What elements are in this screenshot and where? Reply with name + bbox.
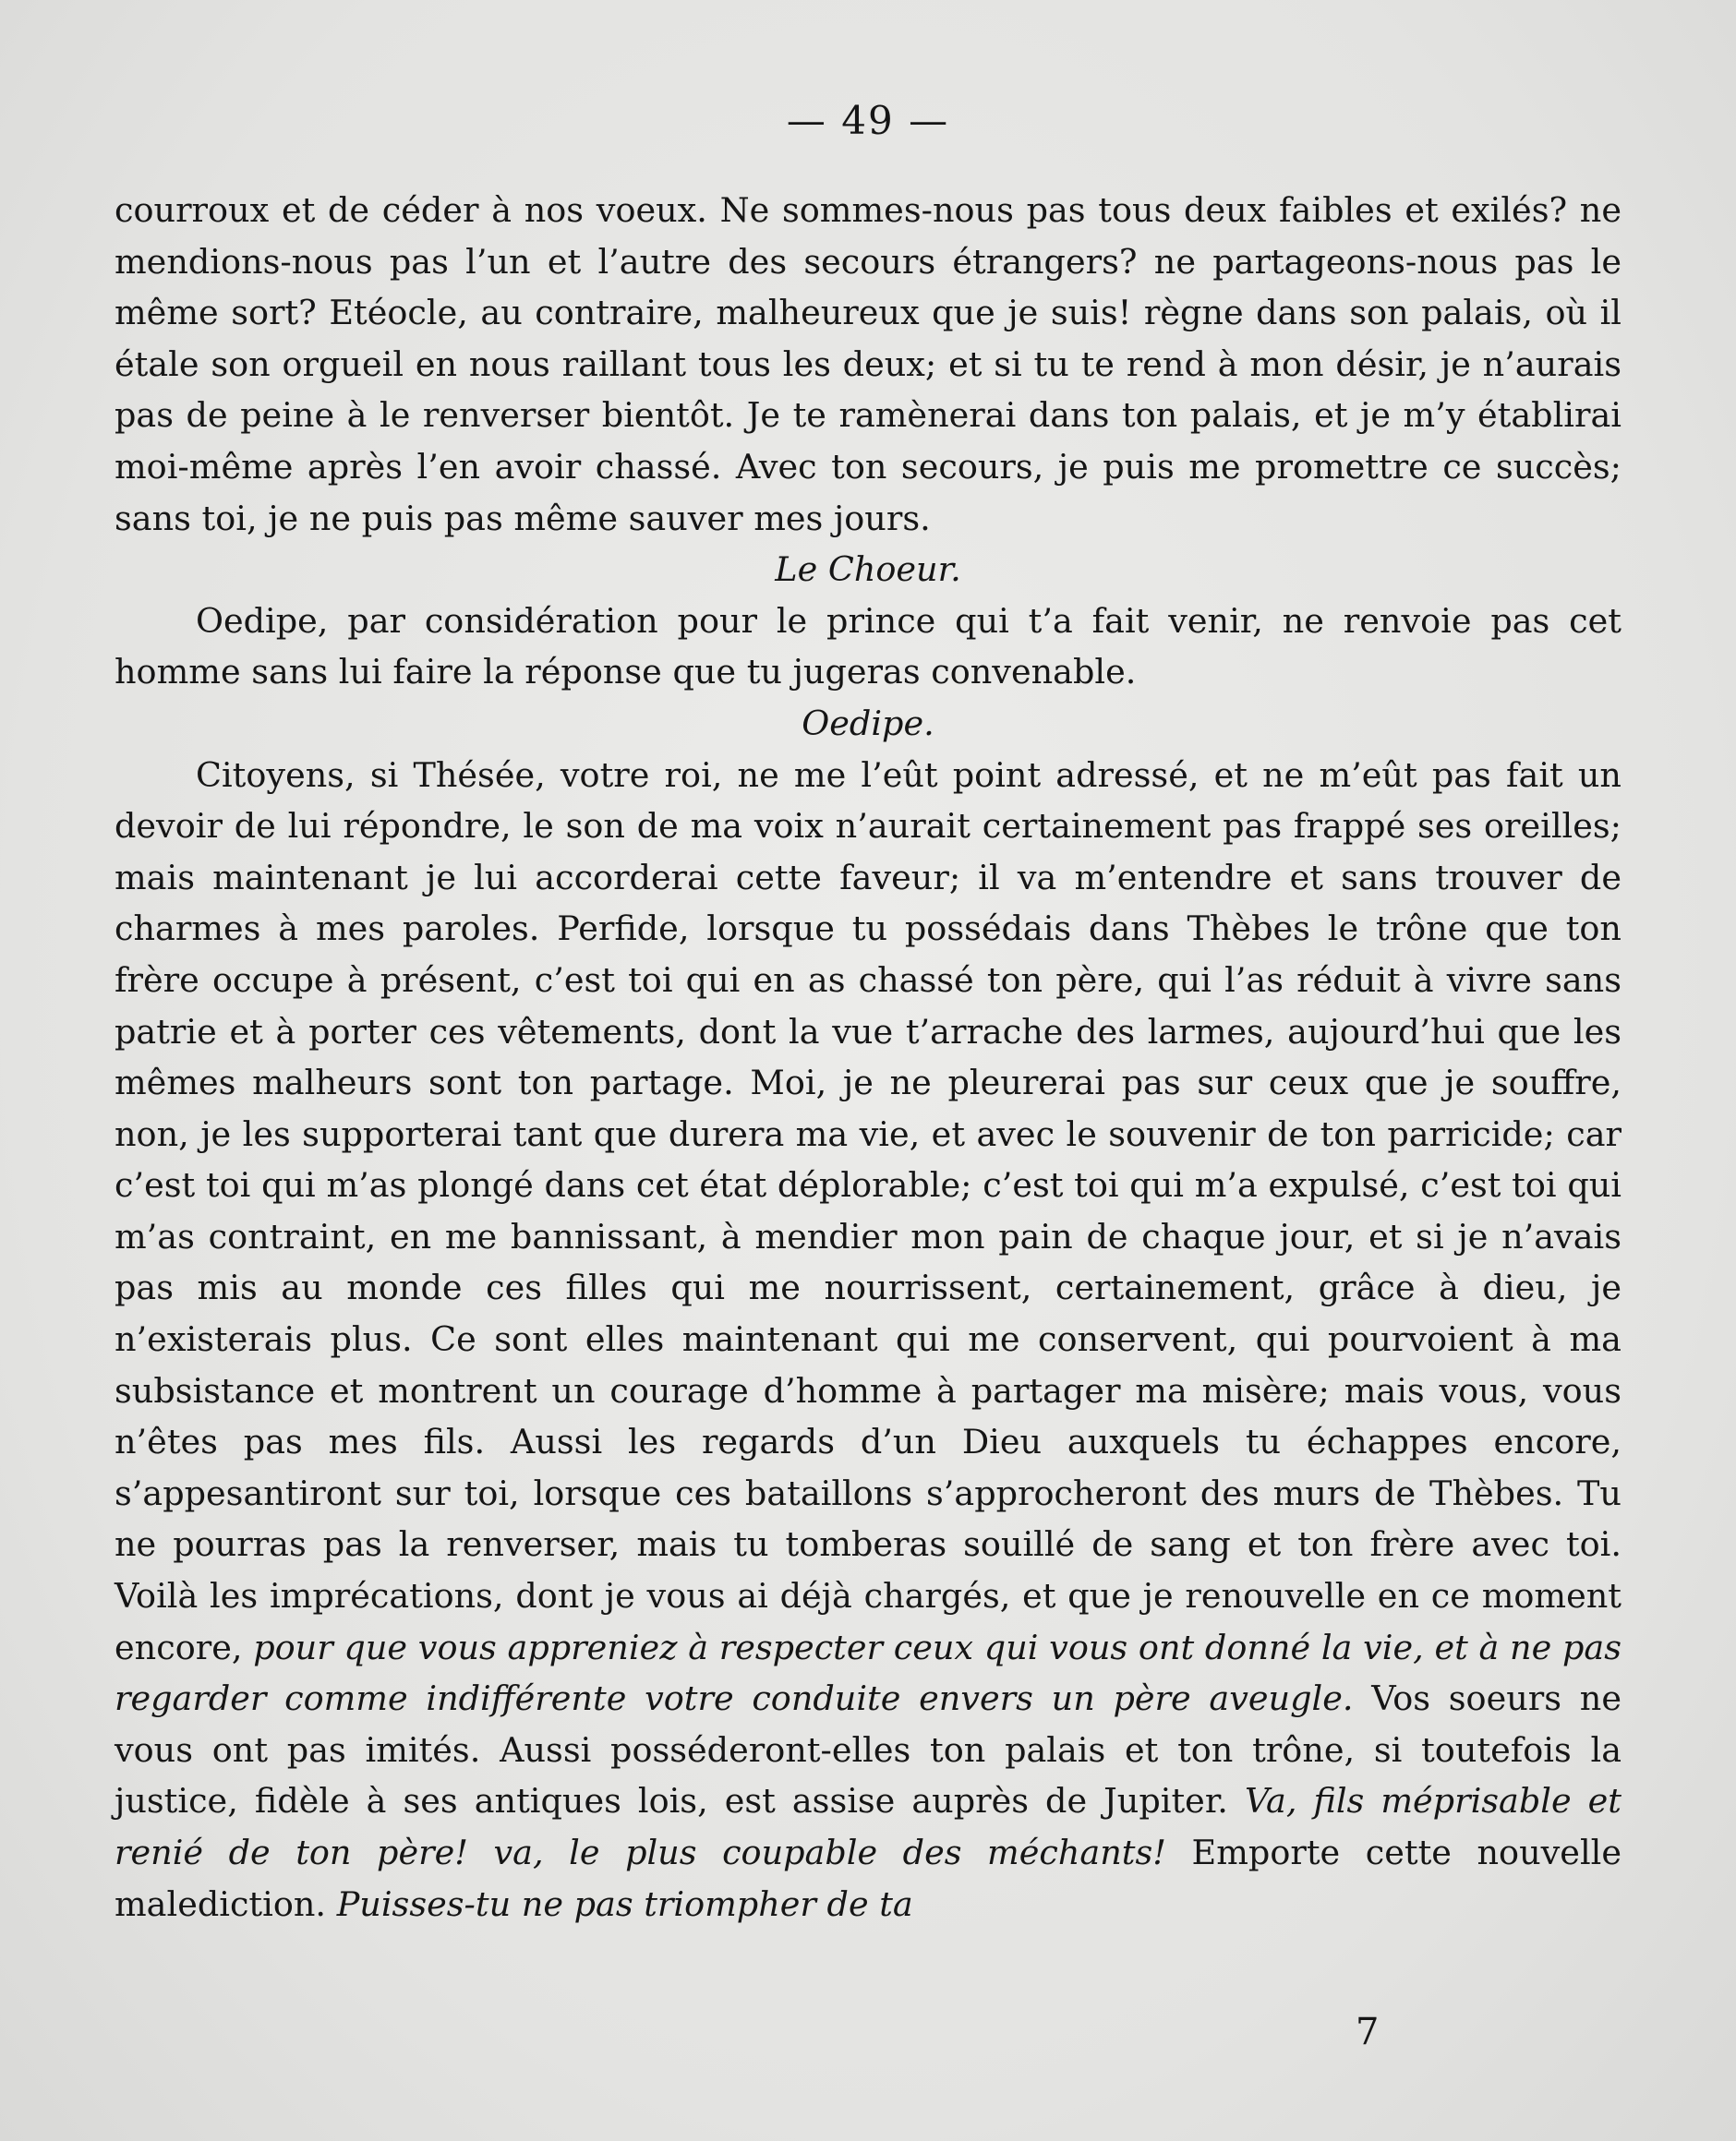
oedipe-text-f-italic: Puisses-tu ne pas triompher de ta (336, 1883, 913, 1924)
oedipe-text-d-italic: Va, fils méprisable et renié de ton père! va, le plus coupable des méchants! (115, 1781, 1621, 1872)
signature-mark: 7 (1356, 2011, 1380, 2053)
oedipe-text-c: Vos soeurs ne vous ont pas imités. Aussi posséderont-elles ton palais et ton trône, si toutefois la justice, fidèle à ses antiques lois, est assise auprès de Jupiter. (115, 1678, 1621, 1822)
body-text (115, 185, 1621, 1930)
paragraph-choeur: Oedipe, par considération pour le prince qui t’a fait venir, ne renvoie pas cet homme sans lui faire la réponse que tu jugeras convenable. (115, 600, 1621, 692)
oedipe-text-e: Emporte cette nouvelle malediction. (115, 1833, 1621, 1924)
page-number: — 49 — (786, 98, 950, 143)
paragraph-continuation: courroux et de céder à nos voeux. Ne sommes-nous pas tous deux faibles et exilés? ne mendions-nous pas l’un et l’autre des secours étrangers? ne partageons-nous pas le même sort? Etéocle, au contraire, malheureux que je suis! règne dans son palais, où il étale son orgueil en nous raillant tous les deux; et si tu te rend à mon désir, je n’aurais pas de peine à le renverser bientôt. Je te ramènerai dans ton palais, et je m’y établirai moi-même après l’en avoir chassé. Avec ton secours, je puis me promettre ce succès; sans toi, je ne puis pas même sauver mes jours. (115, 190, 1621, 538)
speaker-heading-choeur: Le Choeur. (775, 549, 961, 590)
oedipe-text-a: Citoyens, si Thésée, votre roi, ne me l’eût point adressé, et ne m’eût pas fait un devoir de lui répondre, le son de ma voix n’aurait certainement pas frappé ses oreilles; mais maintenant je lui accorderai cette faveur; il va m’entendre et sans trouver de charmes à mes paroles. Perfide, lorsque tu possédais dans Thèbes le trône que ton frère occupe à présent, c’est toi qui en as chassé ton père, qui l’as réduit à vivre sans patrie et à porter ces vêtements, dont la vue t’arrache des larmes, aujourd’hui que les mêmes malheurs sont ton partage. Moi, je ne pleurerai pas sur ceux que je souffre, non, je les supporterai tant que durera ma vie, et avec le souvenir de ton parricide; car c’est toi qui m’as plongé dans cet état déplorable; c’est toi qui m’a expulsé, c’est toi qui m’as contraint, en me bannissant, à mendier mon pain de chaque jour, et si je n’avais pas mis au monde ces filles qui me nourrissent, certainement, grâce à dieu, je n’existerais plus. Ce sont elles maintenant qui me conservent, qui pourvoient à ma subsistance et montrent un courage d’homme à partager ma misère; mais vous, vous n’êtes pas mes fils. Aussi les regards d’un Dieu auxquels tu échappes encore, s’appesantiront sur toi, lorsque ces bataillons s’approcheront des murs de Thèbes. Tu ne pourras pas la renverser, mais tu tomberas souillé de sang et ton frère avec toi. Voilà les imprécations, dont je vous ai déjà chargés, et que je renouvelle en ce moment encore, (115, 754, 1621, 1667)
oedipe-text-b-italic: pour que vous appreniez à respecter ceux qui vous ont donné la vie, et à ne pas regarder comme indifférente votre conduite envers un père aveugle. (115, 1627, 1621, 1719)
paragraph-oedipe (115, 750, 1621, 1931)
speaker-heading-oedipe: Oedipe. (802, 703, 934, 743)
